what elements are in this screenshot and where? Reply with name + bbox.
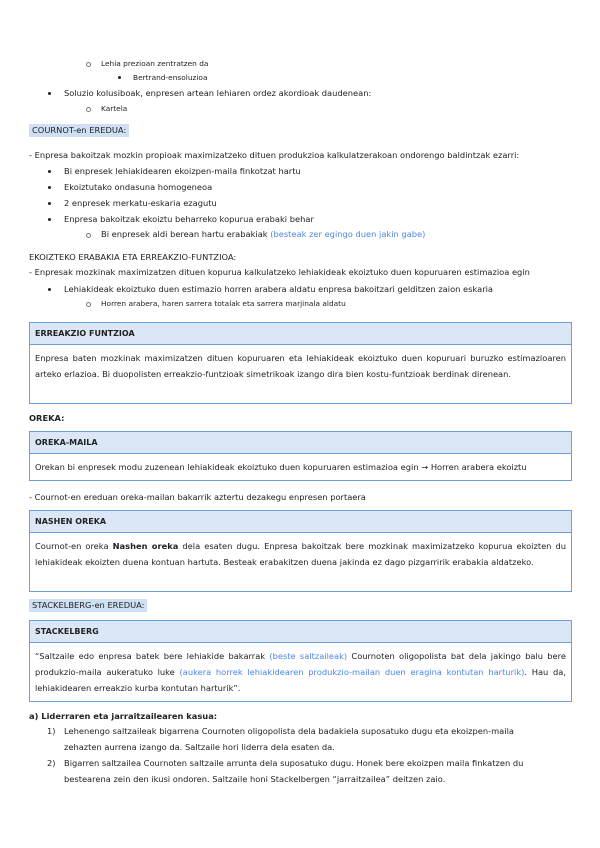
definition-box bbox=[29, 620, 572, 702]
list-item bbox=[101, 229, 425, 240]
box-body bbox=[30, 533, 571, 575]
dot-bullet-icon bbox=[48, 202, 51, 205]
paragraph: - Enpresa bakoitzak mozkin propioak maximizatzeko dituen produkzioa kalkulatzerakoan ondorengo baldintzak ezarri: bbox=[29, 150, 520, 160]
list-item: Bertrand-ensoluzioa bbox=[133, 73, 208, 82]
box-title: OREKA-MAILA bbox=[30, 432, 571, 454]
list-item: Lehenengo saltzaileak bigarrena Cournoten oligopolista dela badakiela suposatuko dugu eta ekoizpen-maila bbox=[64, 726, 514, 736]
box-text: “Saltzaile edo enpresa batek bere lehiakide bakarrak bbox=[35, 651, 270, 661]
dot-bullet-icon bbox=[48, 186, 51, 189]
list-item: Lehia prezioan zentratzen da bbox=[101, 59, 209, 68]
list-item: 2 enpresek merkatu-eskaria ezagutu bbox=[64, 198, 217, 208]
box-text: Cournot-en oreka bbox=[35, 541, 113, 551]
circle-bullet-icon bbox=[86, 233, 91, 238]
list-item: Soluzio kolusiboak, enpresen artean lehiaren ordez akordioak daudenean: bbox=[64, 88, 372, 98]
box-title: ERREAKZIO FUNTZIOA bbox=[30, 323, 571, 345]
section-heading: STACKELBERG-en EREDUA: bbox=[29, 599, 147, 612]
paragraph: - Cournot-en ereduan oreka-mailan bakarrik aztertu dezakegu enpresen portaera bbox=[29, 492, 366, 502]
dot-bullet-icon bbox=[118, 76, 121, 79]
box-text: dela esaten dugu. Enpresa bakoitzak bere mozkinak maximizatzeko kopurua ekoizten du lehiakideak ekoizten duena kontuan hartuta. Besteak erabakitzen duena jakinda ez dago pizgarririk erabakia aldatzeko. bbox=[35, 541, 567, 567]
definition-box bbox=[29, 431, 572, 481]
list-item: Bi enpresek lehiakidearen ekoizpen-maila finkotzat hartu bbox=[64, 166, 301, 176]
paragraph: - Enpresak mozkinak maximizatzen dituen kopurua kalkulatzeko lehiakideak ekoiztuko duen kopuruaren estimazioa egin bbox=[29, 267, 530, 277]
section-heading: EKOIZTEKO ERABAKIA ETA ERREAKZIO-FUNTZIOA: bbox=[29, 252, 237, 262]
bold-term: Nashen oreka bbox=[112, 541, 179, 551]
box-body bbox=[30, 643, 571, 701]
definition-box bbox=[29, 510, 572, 592]
highlight-text: (aukera horrek lehiakidearen produkzio-mailan duen eragina kontutan harturik) bbox=[179, 667, 525, 677]
circle-bullet-icon bbox=[86, 62, 91, 67]
box-title: NASHEN OREKA bbox=[30, 511, 571, 533]
list-item: bestearena zein den ikusi ondoren. Saltzaile honi Stackelbergen “jarraitzailea” deitzen zaio. bbox=[64, 774, 446, 784]
list-item: Ekoiztutako ondasuna homogeneoa bbox=[64, 182, 213, 192]
box-title: STACKELBERG bbox=[30, 621, 571, 643]
box-text: Cournoten oligopolista bat dela jakingo balu bere produkzio-maila aukeratuko luke bbox=[35, 651, 566, 677]
list-item: Enpresa bakoitzak ekoiztu beharreko kopurua erabaki behar bbox=[64, 214, 314, 224]
section-label: OREKA: bbox=[29, 413, 65, 423]
highlight-text: (besteak zer egingo duen jakin gabe) bbox=[270, 229, 426, 239]
dot-bullet-icon bbox=[48, 170, 51, 173]
list-number: 1) bbox=[47, 726, 56, 736]
circle-bullet-icon bbox=[86, 302, 91, 307]
section-heading: COURNOT-en EREDUA: bbox=[29, 124, 129, 137]
list-item: Horren arabera, haren sarrera totalak eta sarrera marjinala aldatu bbox=[101, 299, 346, 308]
list-item: zehazten aurrena izango da. Saltzaile hori liderra dela esaten da. bbox=[64, 742, 335, 752]
definition-box bbox=[29, 322, 572, 404]
section-heading: a) Liderraren eta jarraitzailearen kasua: bbox=[29, 711, 218, 721]
dot-bullet-icon bbox=[48, 92, 51, 95]
highlight-text: (beste saltzaileak) bbox=[269, 651, 348, 661]
dot-bullet-icon bbox=[48, 218, 51, 221]
list-number: 2) bbox=[47, 758, 56, 768]
box-body: Orekan bi enpresek modu zuzenean lehiakideak ekoiztuko duen kopuruaren estimazioa egin → Horren arabera ekoiztu bbox=[35, 462, 527, 472]
circle-bullet-icon bbox=[86, 107, 91, 112]
list-item: Kartela bbox=[101, 104, 128, 113]
dot-bullet-icon bbox=[48, 288, 51, 291]
list-item: Bigarren saltzailea Cournoten saltzaile arrunta dela suposatuko dugu. Honek bere ekoizpen maila finkatzen du bbox=[64, 758, 524, 768]
box-text: . Hau da, lehiakidearen erreakzio kurba kontutan harturik”. bbox=[35, 667, 566, 693]
list-item: Lehiakideak ekoiztuko duen estimazio horren arabera aldatu enpresa bakoitzari gelditzen zaion eskaria bbox=[64, 284, 494, 294]
box-body: Enpresa baten mozkinak maximizatzen dituen kopuruaren eta lehiakideak ekoiztuko duen kopuruari buruzko estimazioaren arteko erlazioa. Bi duopolisten erreakzio-funtzioak simetrikoak izango dira bien kostu-funtzioak berdinak direnean. bbox=[35, 353, 566, 379]
list-item-text: Bi enpresek aldi berean hartu erabakiak bbox=[101, 229, 268, 239]
